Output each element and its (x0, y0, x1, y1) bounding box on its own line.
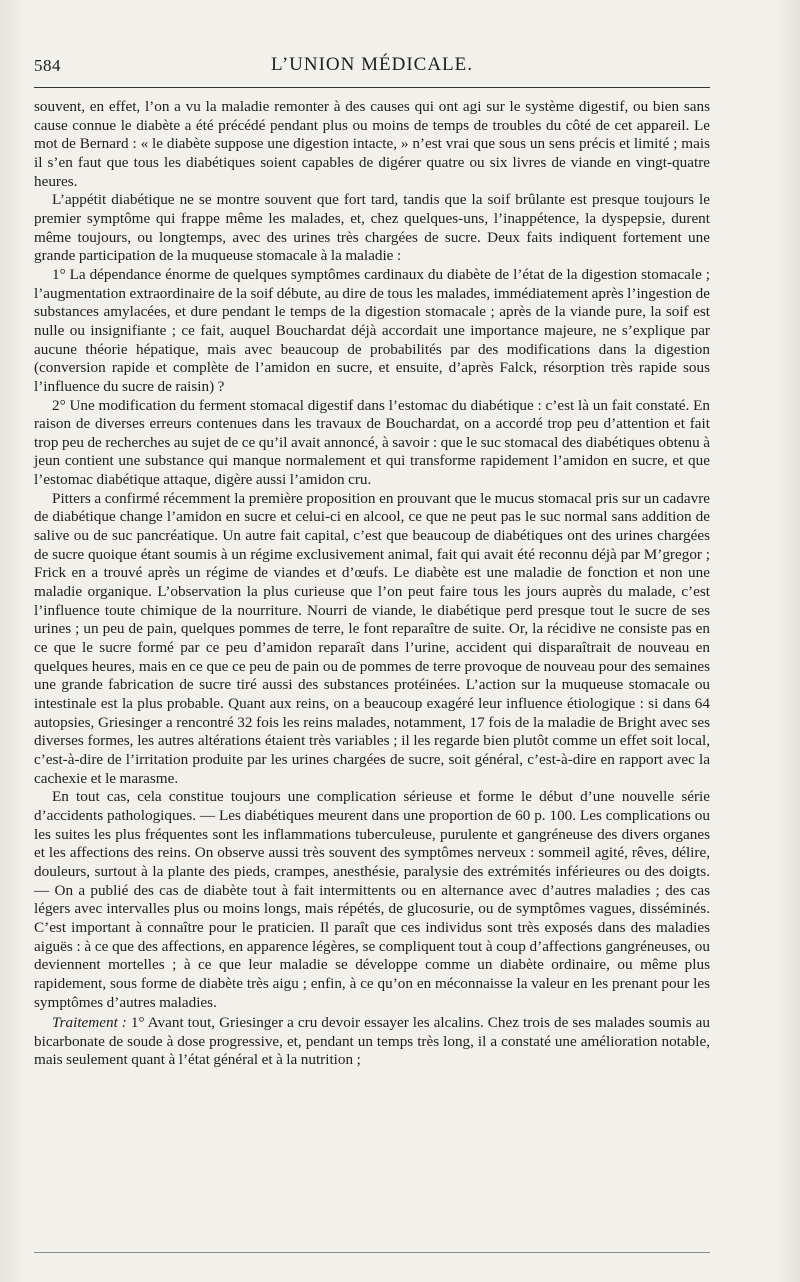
treatment-label: Traitement : (52, 1014, 127, 1032)
page-header (34, 50, 710, 80)
running-title: L’UNION MÉDICALE. (270, 54, 474, 75)
paragraph: En tout cas, cela constitue toujours une complication sérieuse et forme le début d’une nouvelle série d’accidents pathologiques. — Les diabétiques meurent dans une proportion de 60 p. 100. Les complications ou les suites les plus fréquentes sont les inflammations tuberculeuse, purulente et gangréneuse des divers organes et les affections des reins. On observe aussi très souvent des symptômes nerveux : sommeil agité, rêves, délire, douleurs, surtout à la plante des pieds, crampes, anesthésie, paralysie des extrémités inférieures ou des doigts. — On a publié des cas de diabète tout à fait intermittents ou en alternance avec d’autres maladies ; des cas légers avec intervalles plus ou moins longs, mais répétés, de glucosurie, ou de symptômes vagues, disséminés. C’est important à connaître pour le praticien. Il paraît que ces individus sont très exposés dans des maladies aiguës : à ce que des affections, en apparence légères, se compliquent tout à coup d’affections gangréneuses, ou deviennent mortelles ; à ce que leur maladie se développe comme un diabète ordinaire, ou même plus rapidement, sous forme de diabète très aigu ; enfin, à ce qu’on en méconnaisse la valeur en les prenant pour les symptômes d’autres maladies. (34, 788, 710, 1011)
bottom-divider (34, 1252, 710, 1253)
paragraph: souvent, en effet, l’on a vu la maladie remonter à des causes qui ont agi sur le système digestif, ou bien sans cause connue le diabète a été précédé pendant plus ou moins de temps de troubles du côté de cet appareil. Le mot de Bernard : « le diabète suppose une digestion intacte, » n’est vrai que sous un sens précis et limité ; mais il s’en faut que tous les diabétiques soient capables de digérer quatre ou six livres de viande en vingt-quatre heures. (34, 98, 710, 190)
paragraph: 2° Une modification du ferment stomacal digestif dans l’estomac du diabétique : c’est là un fait constaté. En raison de diverses erreurs contenues dans les travaux de Bouchardat, on a accordé trop peu d’attention et fait trop peu de recherches au sujet de ce qu’il avait annoncé, à savoir : que le suc stomacal des diabétiques obtenu à jeun contient une substance qui manque normalement et qui transforme rapidement l’amidon en sucre, et que l’estomac diabétique attaque, digère aussi l’amidon cru. (34, 396, 710, 489)
header-divider (34, 87, 710, 88)
paragraph: L’appétit diabétique ne se montre souvent que fort tard, tandis que la soif brûlante est presque toujours le premier symptôme qui frappe même les malades, et, chez quelques-uns, l’inappétence, la dyspepsie, durent même toujours, ou longtemps, avec des urines très chargées de sucre. Deux faits indiquent fortement une grande participation de la muqueuse stomacale à la maladie : (34, 191, 710, 265)
treatment-text: 1° Avant tout, Griesinger a cru devoir essayer les alcalins. Chez trois de ses malades soumis au bicarbonate de soude à dose progressive, et, pendant un temps très long, il a constaté une amélioration notable, mais seulement quant à l’état général et à la nutrition ; (34, 1014, 710, 1069)
paragraph: Pitters a confirmé récemment la première proposition en prouvant que le mucus stomacal pris sur un cadavre de diabétique change l’amidon en sucre et celui-ci en alcool, ce que ne peut pas le suc normal sans addition de salive ou de suc pancréatique. Un autre fait capital, c’est que beaucoup de diabétiques ont des urines chargées de sucre quoique étant soumis à un régime exclusivement animal, fait qui avait été reconnu déjà par M’gregor ; Frick en a trouvé après un régime de viandes et d’œufs. Le diabète est une maladie de fonction et non une maladie organique. L’observation la plus curieuse que l’on peut faire tous les jours auprès du malade, c’est l’influence toute chimique de la nourriture. Nourri de viande, le diabétique perd presque tout le sucre de ses urines ; un peu de pain, quelques pommes de terre, le font reparaître de suite. Or, la récidive ne consiste pas en ce que le sucre formé par ce peu d’amidon reparaît dans l’urine, accident qui disparaîtrait de nouveau en quelques heures, mais en ce que ce peu de pain ou de pommes de terre provoque de nouveau pour des semaines une grande fabrication de sucre tiré aussi des substances protéinées. L’action sur la muqueuse stomacale ou intestinale est la plus probable. Quant aux reins, on a beaucoup exagéré leur influence étiologique : si dans 64 autopsies, Griesinger a rencontré 32 fois les reins malades, notamment, 17 fois de la maladie de Bright avec ses diverses formes, les autres altérations étaient très variables ; il les regarde bien plutôt comme un effet soit local, c’est-à-dire de l’irritation produite par les urines chargées de sucre, soit général, c’est-à-dire en rapport avec la cachexie et le marasme. (34, 489, 710, 787)
treatment-paragraph (34, 1014, 710, 1070)
paragraph: 1° La dépendance énorme de quelques symptômes cardinaux du diabète de l’état de la digestion stomacale ; l’augmentation extraordinaire de la soif débute, au dire de tous les malades, immédiatement après l’ingestion de substances amylacées, et dure pendant le temps de la digestion stomacale ; après de la viande pure, la soif est nulle ou insignifiante ; ce fait, auquel Bouchardat déjà accordait une importance majeure, ne s’explique par aucune théorie hépatique, mais avec beaucoup de probabilités par des modifications dans la digestion (conversion rapide et complète de l’amidon en sucre, et ensuite, d’après Falck, résorption très rapide sous l’influence du sucre de raisin) ? (34, 265, 710, 395)
page-number: 584 (34, 56, 61, 75)
body-text (34, 98, 710, 1070)
